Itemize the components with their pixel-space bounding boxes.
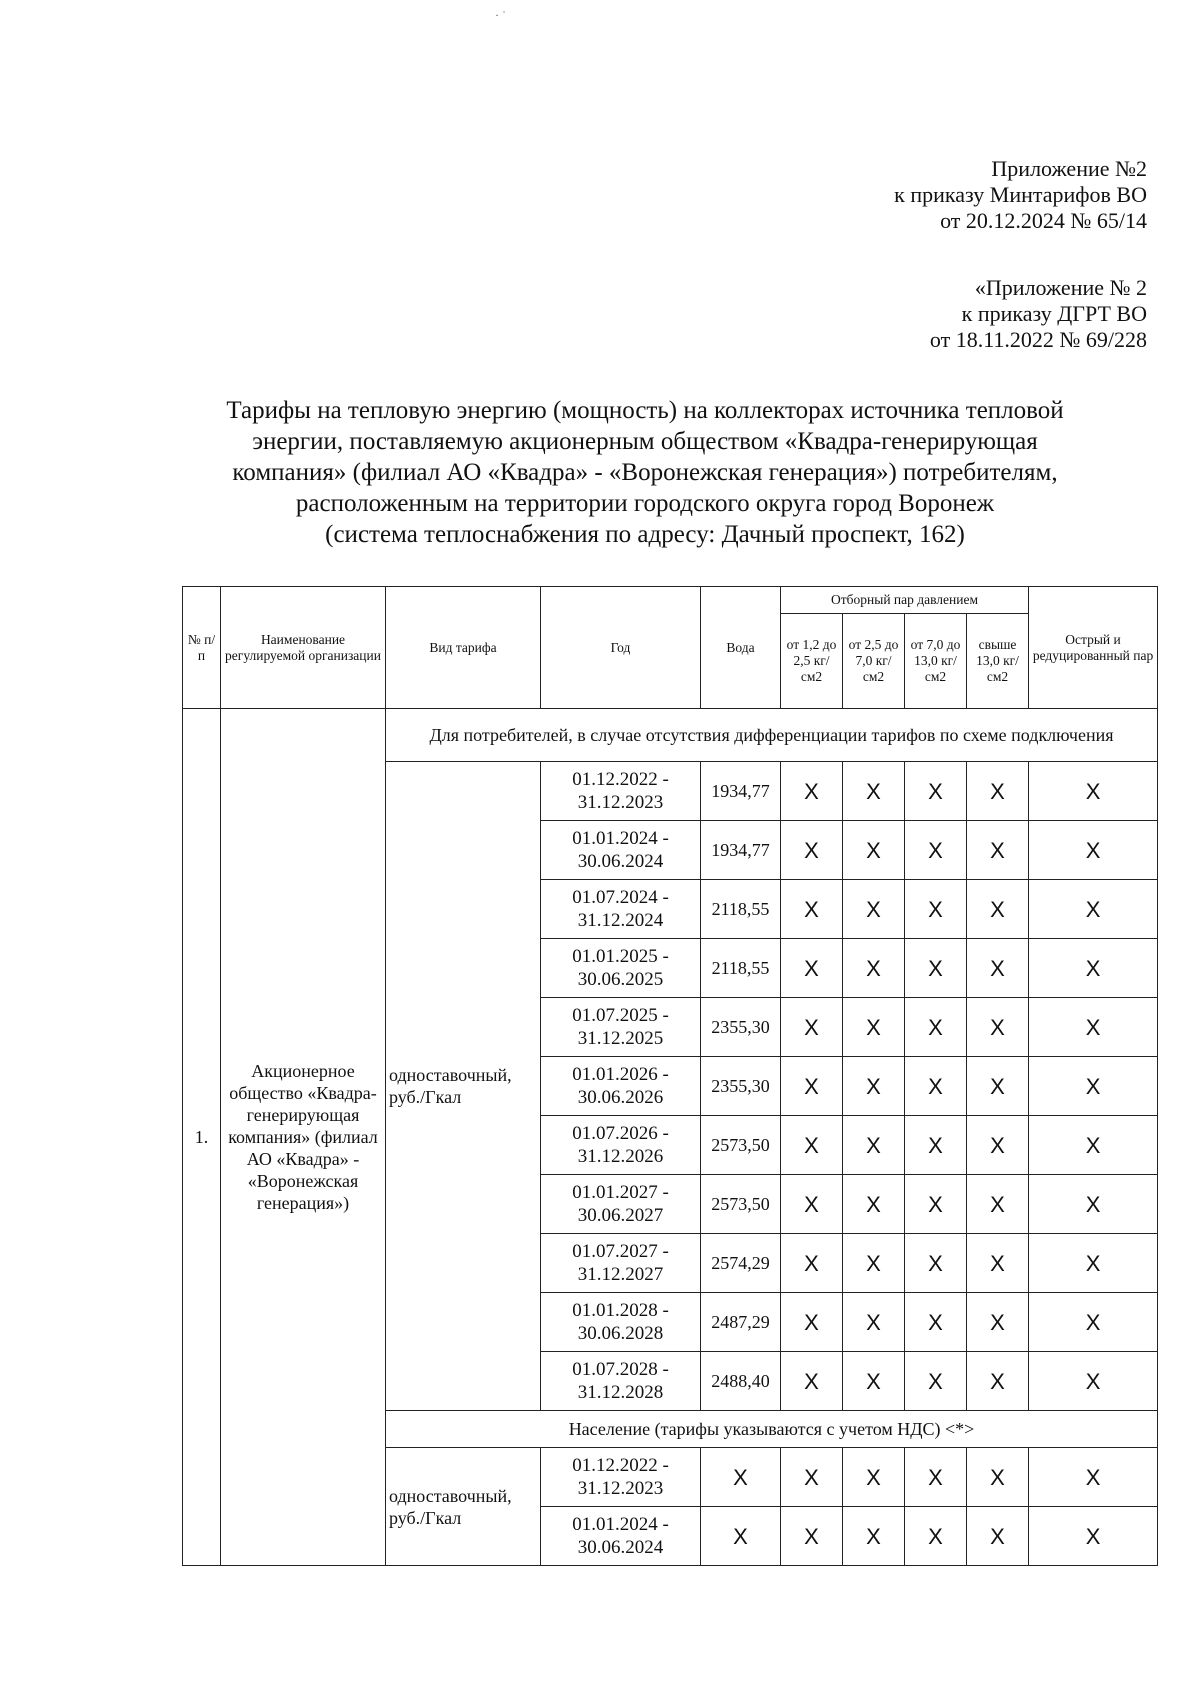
steam-sharp-cell: X	[1029, 762, 1158, 821]
steam-s2-cell: X	[843, 1293, 905, 1352]
header-sharp: Острый и редуцированный пар	[1029, 587, 1158, 709]
water-cell: 2118,55	[701, 939, 781, 998]
steam-sharp-cell: X	[1029, 998, 1158, 1057]
period-cell: 01.07.2025 - 31.12.2025	[541, 998, 701, 1057]
water-cell: X	[701, 1448, 781, 1507]
header-num: № п/п	[183, 587, 221, 709]
steam-s2-cell: X	[843, 1448, 905, 1507]
steam-sharp-cell: X	[1029, 1507, 1158, 1566]
steam-sharp-cell: X	[1029, 1293, 1158, 1352]
steam-s1-cell: X	[781, 880, 843, 939]
steam-s4-cell: X	[967, 880, 1029, 939]
annex-original-line3: от 18.11.2022 № 69/228	[929, 327, 1147, 352]
row-number: 1.	[183, 709, 221, 1566]
period-cell: 01.12.2022 - 31.12.2023	[541, 762, 701, 821]
steam-s1-cell: X	[781, 1352, 843, 1411]
steam-s2-cell: X	[843, 821, 905, 880]
period-cell: 01.07.2026 - 31.12.2026	[541, 1116, 701, 1175]
steam-s4-cell: X	[967, 1448, 1029, 1507]
steam-s1-cell: X	[781, 1175, 843, 1234]
water-cell: 1934,77	[701, 821, 781, 880]
steam-s3-cell: X	[905, 762, 967, 821]
steam-s1-cell: X	[781, 762, 843, 821]
steam-sharp-cell: X	[1029, 1116, 1158, 1175]
water-cell: 2118,55	[701, 880, 781, 939]
steam-s2-cell: X	[843, 1352, 905, 1411]
scan-specks: · ˙	[495, 8, 506, 22]
steam-s2-cell: X	[843, 1507, 905, 1566]
steam-sharp-cell: X	[1029, 1175, 1158, 1234]
steam-s3-cell: X	[905, 1293, 967, 1352]
steam-sharp-cell: X	[1029, 880, 1158, 939]
steam-s4-cell: X	[967, 1057, 1029, 1116]
steam-sharp-cell: X	[1029, 1234, 1158, 1293]
water-cell: 2488,40	[701, 1352, 781, 1411]
steam-s4-cell: X	[967, 821, 1029, 880]
period-cell: 01.01.2027 - 30.06.2027	[541, 1175, 701, 1234]
steam-s3-cell: X	[905, 998, 967, 1057]
steam-sharp-cell: X	[1029, 939, 1158, 998]
annex-current-line3: от 20.12.2024 № 65/14	[940, 208, 1147, 233]
steam-s4-cell: X	[967, 762, 1029, 821]
organization-name: Акционерное общество «Квадра-генерирующая компания» (филиал АО «Квадра» - «Воронежская генерация»)	[221, 709, 386, 1566]
steam-s4-cell: X	[967, 1352, 1029, 1411]
annex-original-line2: к приказу ДГРТ ВО	[961, 301, 1147, 326]
annex-current	[894, 156, 1147, 234]
period-cell: 01.01.2026 - 30.06.2026	[541, 1057, 701, 1116]
steam-s1-cell: X	[781, 1448, 843, 1507]
section2-title: Население (тарифы указываются с учетом НДС) <*>	[386, 1411, 1158, 1448]
water-cell: 2573,50	[701, 1175, 781, 1234]
steam-sharp-cell: X	[1029, 1352, 1158, 1411]
steam-s2-cell: X	[843, 880, 905, 939]
period-cell: 01.07.2024 - 31.12.2024	[541, 880, 701, 939]
section1-title: Для потребителей, в случае отсутствия дифференциации тарифов по схеме подключения	[386, 709, 1158, 762]
header-steam-group: Отборный пар давлением	[781, 587, 1029, 614]
water-cell: 2355,30	[701, 998, 781, 1057]
steam-s1-cell: X	[781, 1293, 843, 1352]
steam-s3-cell: X	[905, 1352, 967, 1411]
water-cell: 2573,50	[701, 1116, 781, 1175]
steam-s1-cell: X	[781, 1507, 843, 1566]
tariff-table	[182, 586, 1158, 1566]
steam-s4-cell: X	[967, 1175, 1029, 1234]
title-line2: энергии, поставляемую акционерным обществом «Квадра-генерирующая	[252, 428, 1038, 455]
header-year: Год	[541, 587, 701, 709]
header-steam3: от 7,0 до 13,0 кг/см2	[905, 614, 967, 709]
steam-s1-cell: X	[781, 1116, 843, 1175]
steam-s4-cell: X	[967, 998, 1029, 1057]
steam-s3-cell: X	[905, 1116, 967, 1175]
steam-s1-cell: X	[781, 998, 843, 1057]
steam-s3-cell: X	[905, 1057, 967, 1116]
water-cell: 2574,29	[701, 1234, 781, 1293]
steam-sharp-cell: X	[1029, 1448, 1158, 1507]
steam-s3-cell: X	[905, 1175, 967, 1234]
steam-s4-cell: X	[967, 1293, 1029, 1352]
steam-sharp-cell: X	[1029, 821, 1158, 880]
annex-original-line1: «Приложение № 2	[974, 275, 1147, 300]
steam-s4-cell: X	[967, 1116, 1029, 1175]
title-line5: (система теплоснабжения по адресу: Дачный проспект, 162)	[325, 521, 965, 548]
steam-s2-cell: X	[843, 1116, 905, 1175]
steam-sharp-cell: X	[1029, 1057, 1158, 1116]
period-cell: 01.07.2027 - 31.12.2027	[541, 1234, 701, 1293]
steam-s2-cell: X	[843, 998, 905, 1057]
title-line4: расположенным на территории городского округа город Воронеж	[295, 490, 995, 517]
steam-s2-cell: X	[843, 1175, 905, 1234]
header-org: Наименование регулируемой организации	[221, 587, 386, 709]
period-cell: 01.07.2028 - 31.12.2028	[541, 1352, 701, 1411]
annex-original	[930, 275, 1147, 353]
title-line1: Тарифы на тепловую энергию (мощность) на коллекторах источника тепловой	[226, 397, 1064, 424]
section1-tariff-kind: одноставочный, руб./Гкал	[386, 762, 541, 1411]
period-cell: 01.12.2022 - 31.12.2023	[541, 1448, 701, 1507]
water-cell: 1934,77	[701, 762, 781, 821]
steam-s1-cell: X	[781, 821, 843, 880]
annex-current-line1: Приложение №2	[991, 156, 1147, 181]
steam-s3-cell: X	[905, 821, 967, 880]
steam-s4-cell: X	[967, 1507, 1029, 1566]
steam-s2-cell: X	[843, 939, 905, 998]
header-kind: Вид тарифа	[386, 587, 541, 709]
annex-current-line2: к приказу Минтарифов ВО	[894, 182, 1147, 207]
title-line3: компания» (филиал АО «Квадра» - «Воронежская генерация») потребителям,	[232, 459, 1058, 486]
steam-s3-cell: X	[905, 1234, 967, 1293]
period-cell: 01.01.2028 - 30.06.2028	[541, 1293, 701, 1352]
header-steam4: свыше 13,0 кг/см2	[967, 614, 1029, 709]
steam-s2-cell: X	[843, 1057, 905, 1116]
water-cell: 2355,30	[701, 1057, 781, 1116]
section2-tariff-kind: одноставочный, руб./Гкал	[386, 1448, 541, 1566]
period-cell: 01.01.2024 - 30.06.2024	[541, 1507, 701, 1566]
period-cell: 01.01.2025 - 30.06.2025	[541, 939, 701, 998]
steam-s3-cell: X	[905, 939, 967, 998]
water-cell: X	[701, 1507, 781, 1566]
steam-s3-cell: X	[905, 1507, 967, 1566]
steam-s1-cell: X	[781, 1057, 843, 1116]
header-steam2: от 2,5 до 7,0 кг/см2	[843, 614, 905, 709]
steam-s2-cell: X	[843, 762, 905, 821]
period-cell: 01.01.2024 - 30.06.2024	[541, 821, 701, 880]
water-cell: 2487,29	[701, 1293, 781, 1352]
steam-s4-cell: X	[967, 1234, 1029, 1293]
header-steam1: от 1,2 до 2,5 кг/см2	[781, 614, 843, 709]
header-water: Вода	[701, 587, 781, 709]
steam-s3-cell: X	[905, 880, 967, 939]
steam-s4-cell: X	[967, 939, 1029, 998]
document-title	[150, 395, 1140, 550]
steam-s2-cell: X	[843, 1234, 905, 1293]
steam-s3-cell: X	[905, 1448, 967, 1507]
steam-s1-cell: X	[781, 1234, 843, 1293]
steam-s1-cell: X	[781, 939, 843, 998]
